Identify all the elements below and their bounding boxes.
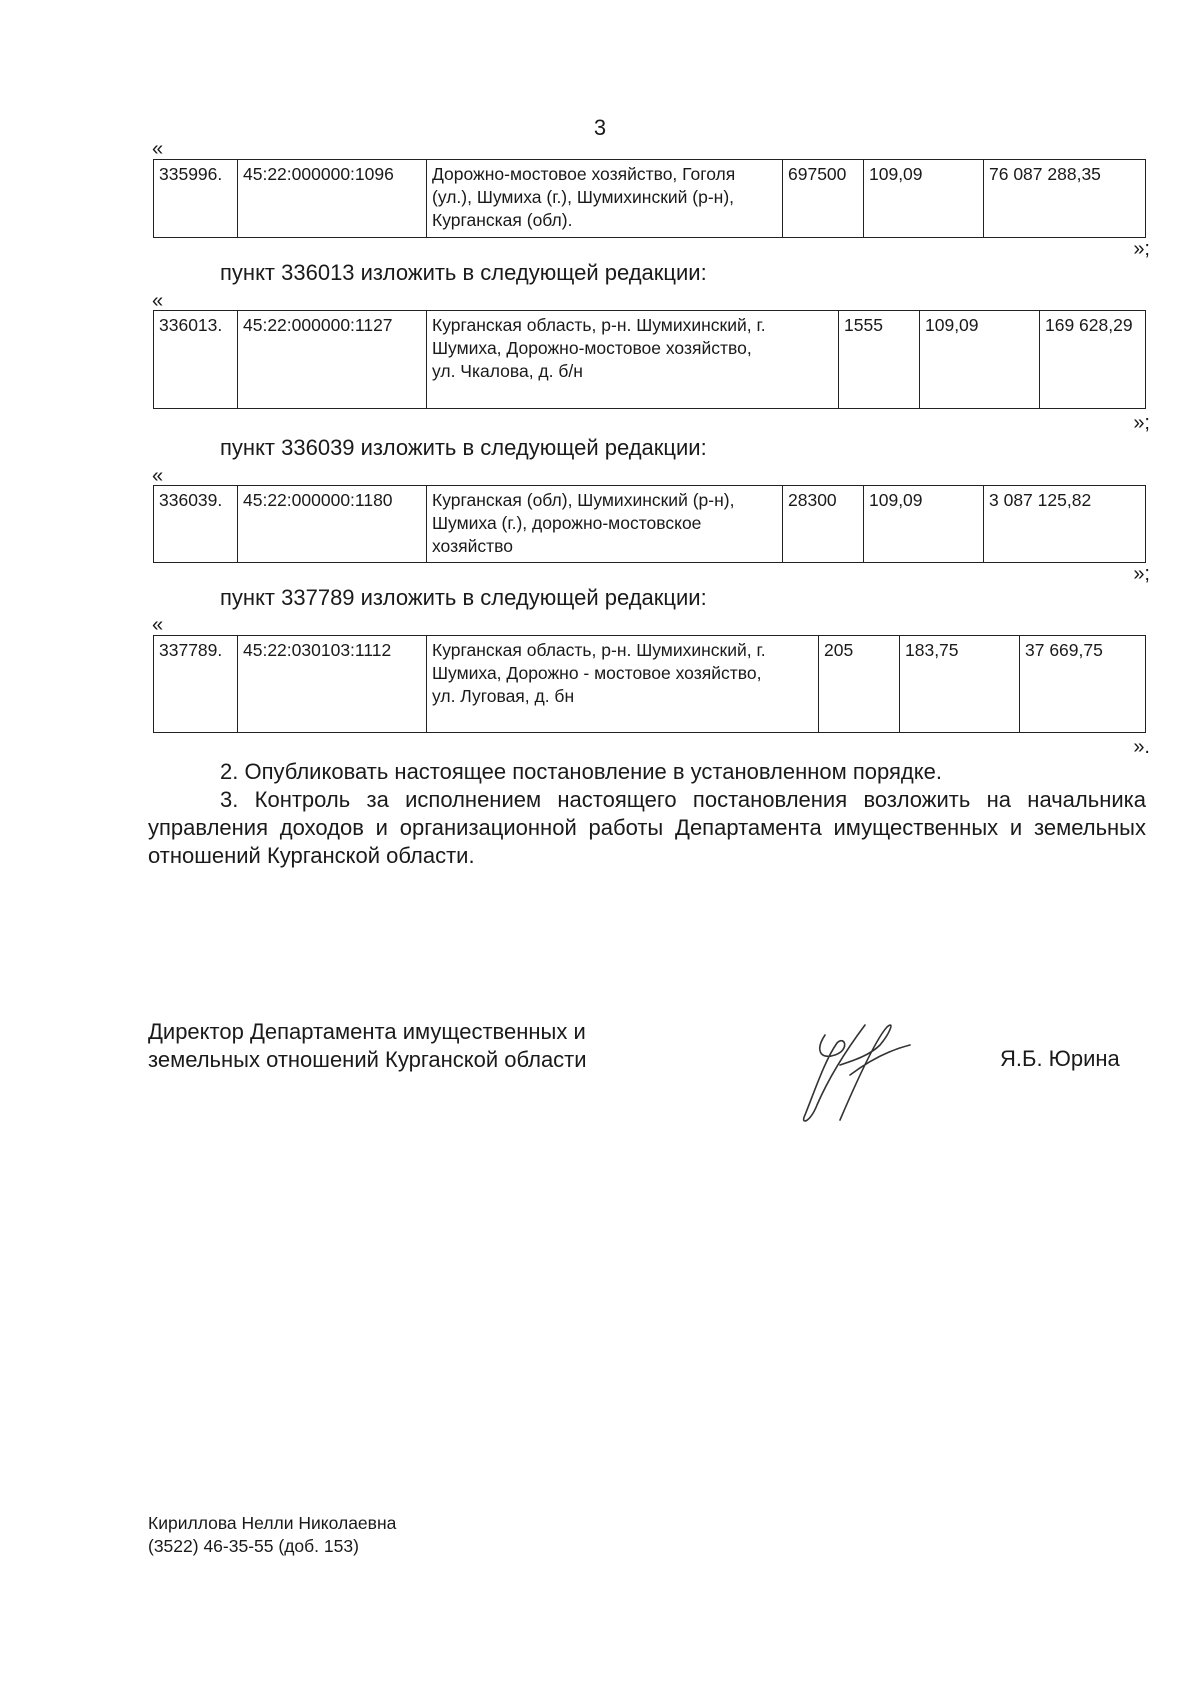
- paragraph-3: 3. Контроль за исполнением настоящего постановления возложить на начальника управления доходов и организационной работы Департамента имущественных и земельных отношений Курганской области.: [148, 787, 1146, 868]
- intro-line-337789: пункт 337789 изложить в следующей редакции:: [220, 585, 707, 610]
- area-value: 697500: [783, 160, 864, 238]
- paragraph-2: 2. Опубликовать настоящее постановление в установленном порядке.: [220, 759, 942, 784]
- object-name: Курганская (обл), Шумихинский (р-н), Шумиха (г.), дорожно-мостовское хозяйство: [427, 486, 783, 563]
- entry-number: 336013.: [154, 311, 238, 409]
- executor-phone: (3522) 46-35-55 (доб. 153): [148, 1536, 359, 1556]
- page-number: 3: [593, 115, 607, 140]
- open-quote: «: [152, 465, 164, 487]
- body-paragraphs: [148, 758, 1146, 870]
- area-value: 1555: [839, 311, 920, 409]
- close-quote: »;: [1133, 412, 1150, 434]
- entry-table-336039: [153, 485, 1146, 563]
- intro-line-336013: пункт 336013 изложить в следующей редакции:: [220, 260, 707, 285]
- signatory-position-line2: земельных отношений Курганской области: [148, 1047, 587, 1072]
- executor-name: Кириллова Нелли Николаевна: [148, 1513, 397, 1533]
- intro-line-336039: пункт 336039 изложить в следующей редакции:: [220, 435, 707, 460]
- table-row: [154, 636, 1146, 733]
- cadastral-number: 45:22:030103:1112: [238, 636, 427, 733]
- object-name: Курганская область, р-н. Шумихинский, г. Шумиха, Дорожно-мостовое хозяйство, ул. Чкалова, д. б/н: [427, 311, 839, 409]
- rate-value: 109,09: [864, 160, 984, 238]
- cadastral-number: 45:22:000000:1096: [238, 160, 427, 238]
- executor-info: [148, 1512, 396, 1558]
- cadastral-value: 3 087 125,82: [984, 486, 1146, 563]
- signatory-position: [148, 1018, 587, 1074]
- close-quote: »;: [1133, 563, 1150, 585]
- close-quote: »;: [1133, 238, 1150, 260]
- entry-number: 337789.: [154, 636, 238, 733]
- rate-value: 183,75: [900, 636, 1020, 733]
- cadastral-number: 45:22:000000:1127: [238, 311, 427, 409]
- rate-value: 109,09: [920, 311, 1040, 409]
- open-quote: «: [152, 290, 164, 312]
- signatory-name: Я.Б. Юрина: [1000, 1046, 1120, 1071]
- cadastral-value: 37 669,75: [1020, 636, 1146, 733]
- rate-value: 109,09: [864, 486, 984, 563]
- entry-table-335996: [153, 159, 1146, 238]
- table-row: [154, 486, 1146, 563]
- entry-number: 335996.: [154, 160, 238, 238]
- object-name: Дорожно-мостовое хозяйство, Гоголя (ул.), Шумиха (г.), Шумихинский (р-н), Курганская (обл).: [427, 160, 783, 238]
- cadastral-number: 45:22:000000:1180: [238, 486, 427, 563]
- table-row: [154, 160, 1146, 238]
- cadastral-value: 169 628,29: [1040, 311, 1146, 409]
- area-value: 28300: [783, 486, 864, 563]
- cadastral-value: 76 087 288,35: [984, 160, 1146, 238]
- entry-table-336013: [153, 310, 1146, 409]
- area-value: 205: [819, 636, 900, 733]
- close-quote: ».: [1133, 736, 1150, 758]
- entry-number: 336039.: [154, 486, 238, 563]
- object-name: Курганская область, р-н. Шумихинский, г. Шумиха, Дорожно - мостовое хозяйство, ул. Луговая, д. бн: [427, 636, 819, 733]
- handwritten-signature: [795, 1005, 915, 1125]
- entry-table-337789: [153, 635, 1146, 733]
- signatory-position-line1: Директор Департамента имущественных и: [148, 1019, 586, 1044]
- table-row: [154, 311, 1146, 409]
- open-quote: «: [152, 138, 164, 160]
- open-quote: «: [152, 614, 164, 636]
